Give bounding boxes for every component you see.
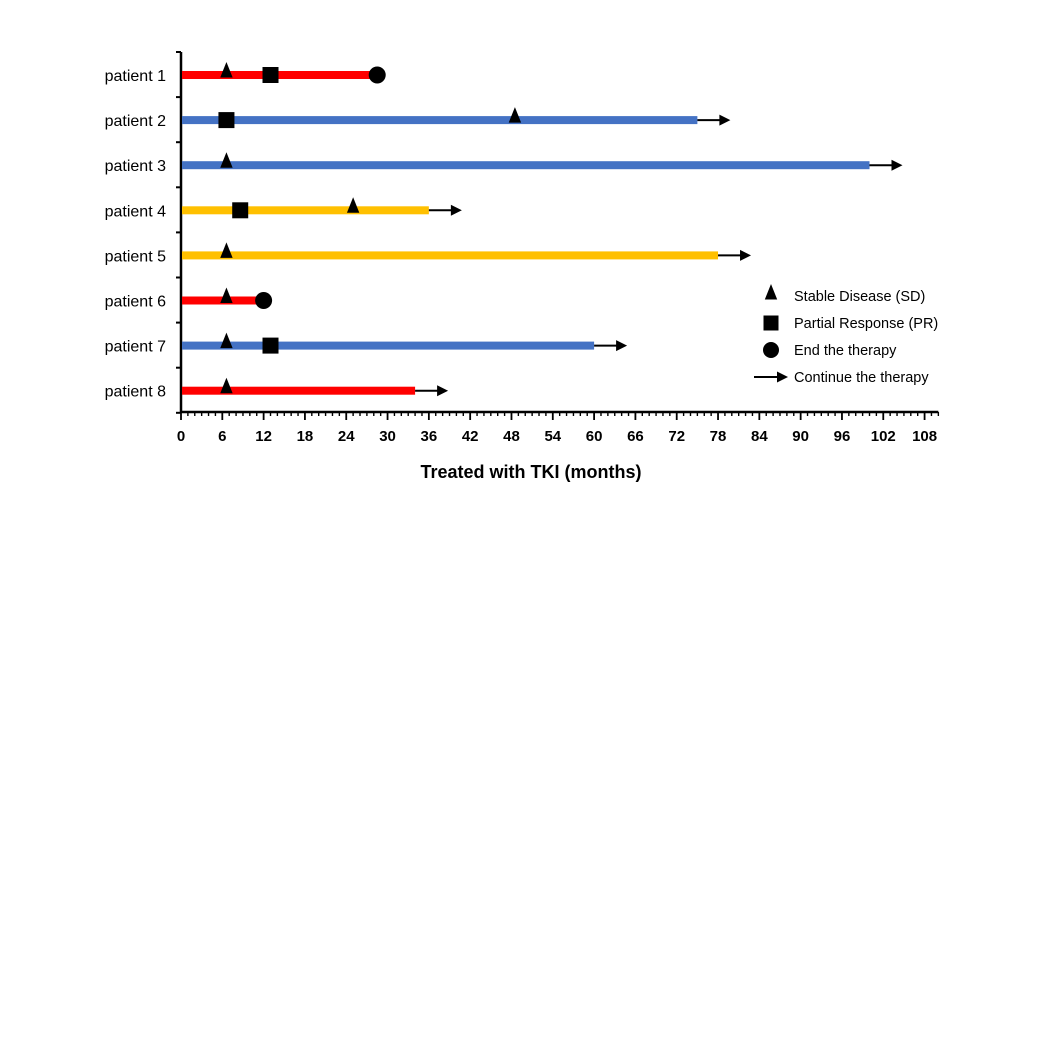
legend-item [764, 316, 939, 333]
sd-marker [220, 378, 232, 394]
patient-bar [182, 251, 718, 259]
sd-marker [220, 333, 232, 349]
patient-bar [182, 387, 415, 395]
x-tick-label: 72 [668, 428, 686, 445]
x-tick-label: 54 [544, 428, 562, 445]
arrow-head [616, 340, 627, 351]
x-tick-label: 36 [420, 428, 438, 445]
arrow-head [777, 372, 788, 383]
legend [754, 284, 938, 386]
legend-item [765, 284, 926, 305]
legend-label: Stable Disease (SD) [794, 289, 926, 305]
legend-item [754, 370, 929, 386]
legend-item [763, 342, 897, 359]
x-tick-label: 18 [296, 428, 314, 445]
arrow-head [740, 250, 751, 261]
sd-marker [347, 197, 359, 213]
patient-bar [182, 206, 429, 214]
legend-label: End the therapy [794, 343, 897, 359]
arrow-head [892, 160, 903, 171]
end-marker [369, 67, 386, 84]
category-labels [105, 68, 166, 401]
continue-arrow [697, 115, 730, 126]
patient-bar [182, 161, 870, 169]
arrow-head [451, 205, 462, 216]
axes [176, 52, 938, 445]
patient-label: patient 1 [104, 68, 166, 85]
x-tick-label: 60 [585, 428, 603, 445]
x-tick-label: 12 [255, 428, 272, 445]
legend-circle-icon [763, 342, 779, 358]
continue-arrow [429, 205, 462, 216]
x-tick-label: 102 [870, 428, 896, 445]
x-tick-label: 42 [461, 428, 479, 445]
x-tick-label: 78 [709, 428, 727, 445]
x-tick-label: 66 [627, 428, 644, 445]
x-tick-label: 90 [792, 428, 809, 445]
pr-marker [263, 67, 279, 83]
patient-label: patient 2 [104, 113, 166, 131]
patient-bar [182, 71, 377, 79]
patient-bar [182, 116, 697, 124]
x-axis-title: Treated with TKI (months) [420, 462, 642, 482]
x-tick-label: 24 [337, 428, 355, 445]
x-tick-label: 48 [503, 428, 520, 445]
legend-label: Continue the therapy [794, 370, 929, 386]
continue-arrow [718, 250, 751, 261]
x-tick-label: 108 [912, 428, 938, 445]
arrow-head [719, 115, 730, 126]
legend-square-icon [764, 316, 779, 331]
x-tick-label: 84 [750, 428, 768, 445]
patient-label: patient 8 [104, 383, 166, 401]
continue-arrow [870, 160, 903, 171]
x-tick-label: 30 [379, 428, 396, 445]
pr-marker [263, 338, 279, 354]
patient-bar [182, 342, 594, 350]
end-marker [255, 292, 272, 309]
patient-label: patient 4 [104, 203, 166, 221]
sd-marker [220, 62, 232, 78]
sd-marker [220, 152, 232, 168]
legend-arrow-icon [754, 372, 788, 383]
patient-label: patient 7 [104, 338, 166, 356]
x-tick-label: 6 [218, 428, 227, 445]
sd-marker [509, 107, 521, 123]
pr-marker [232, 202, 248, 218]
sd-marker [220, 288, 232, 304]
patient-label: patient 6 [104, 293, 166, 311]
legend-label: Partial Response (PR) [794, 316, 939, 332]
pr-marker [218, 112, 234, 128]
sd-marker [220, 242, 232, 258]
x-tick-label: 0 [176, 428, 186, 445]
patient-label: patient 5 [104, 248, 166, 266]
patient-label: patient 3 [104, 158, 166, 176]
continue-arrow [415, 385, 448, 396]
arrow-head [437, 385, 448, 396]
continue-arrow [594, 340, 627, 351]
legend-triangle-icon [765, 284, 777, 300]
x-tick-label: 96 [833, 428, 851, 445]
